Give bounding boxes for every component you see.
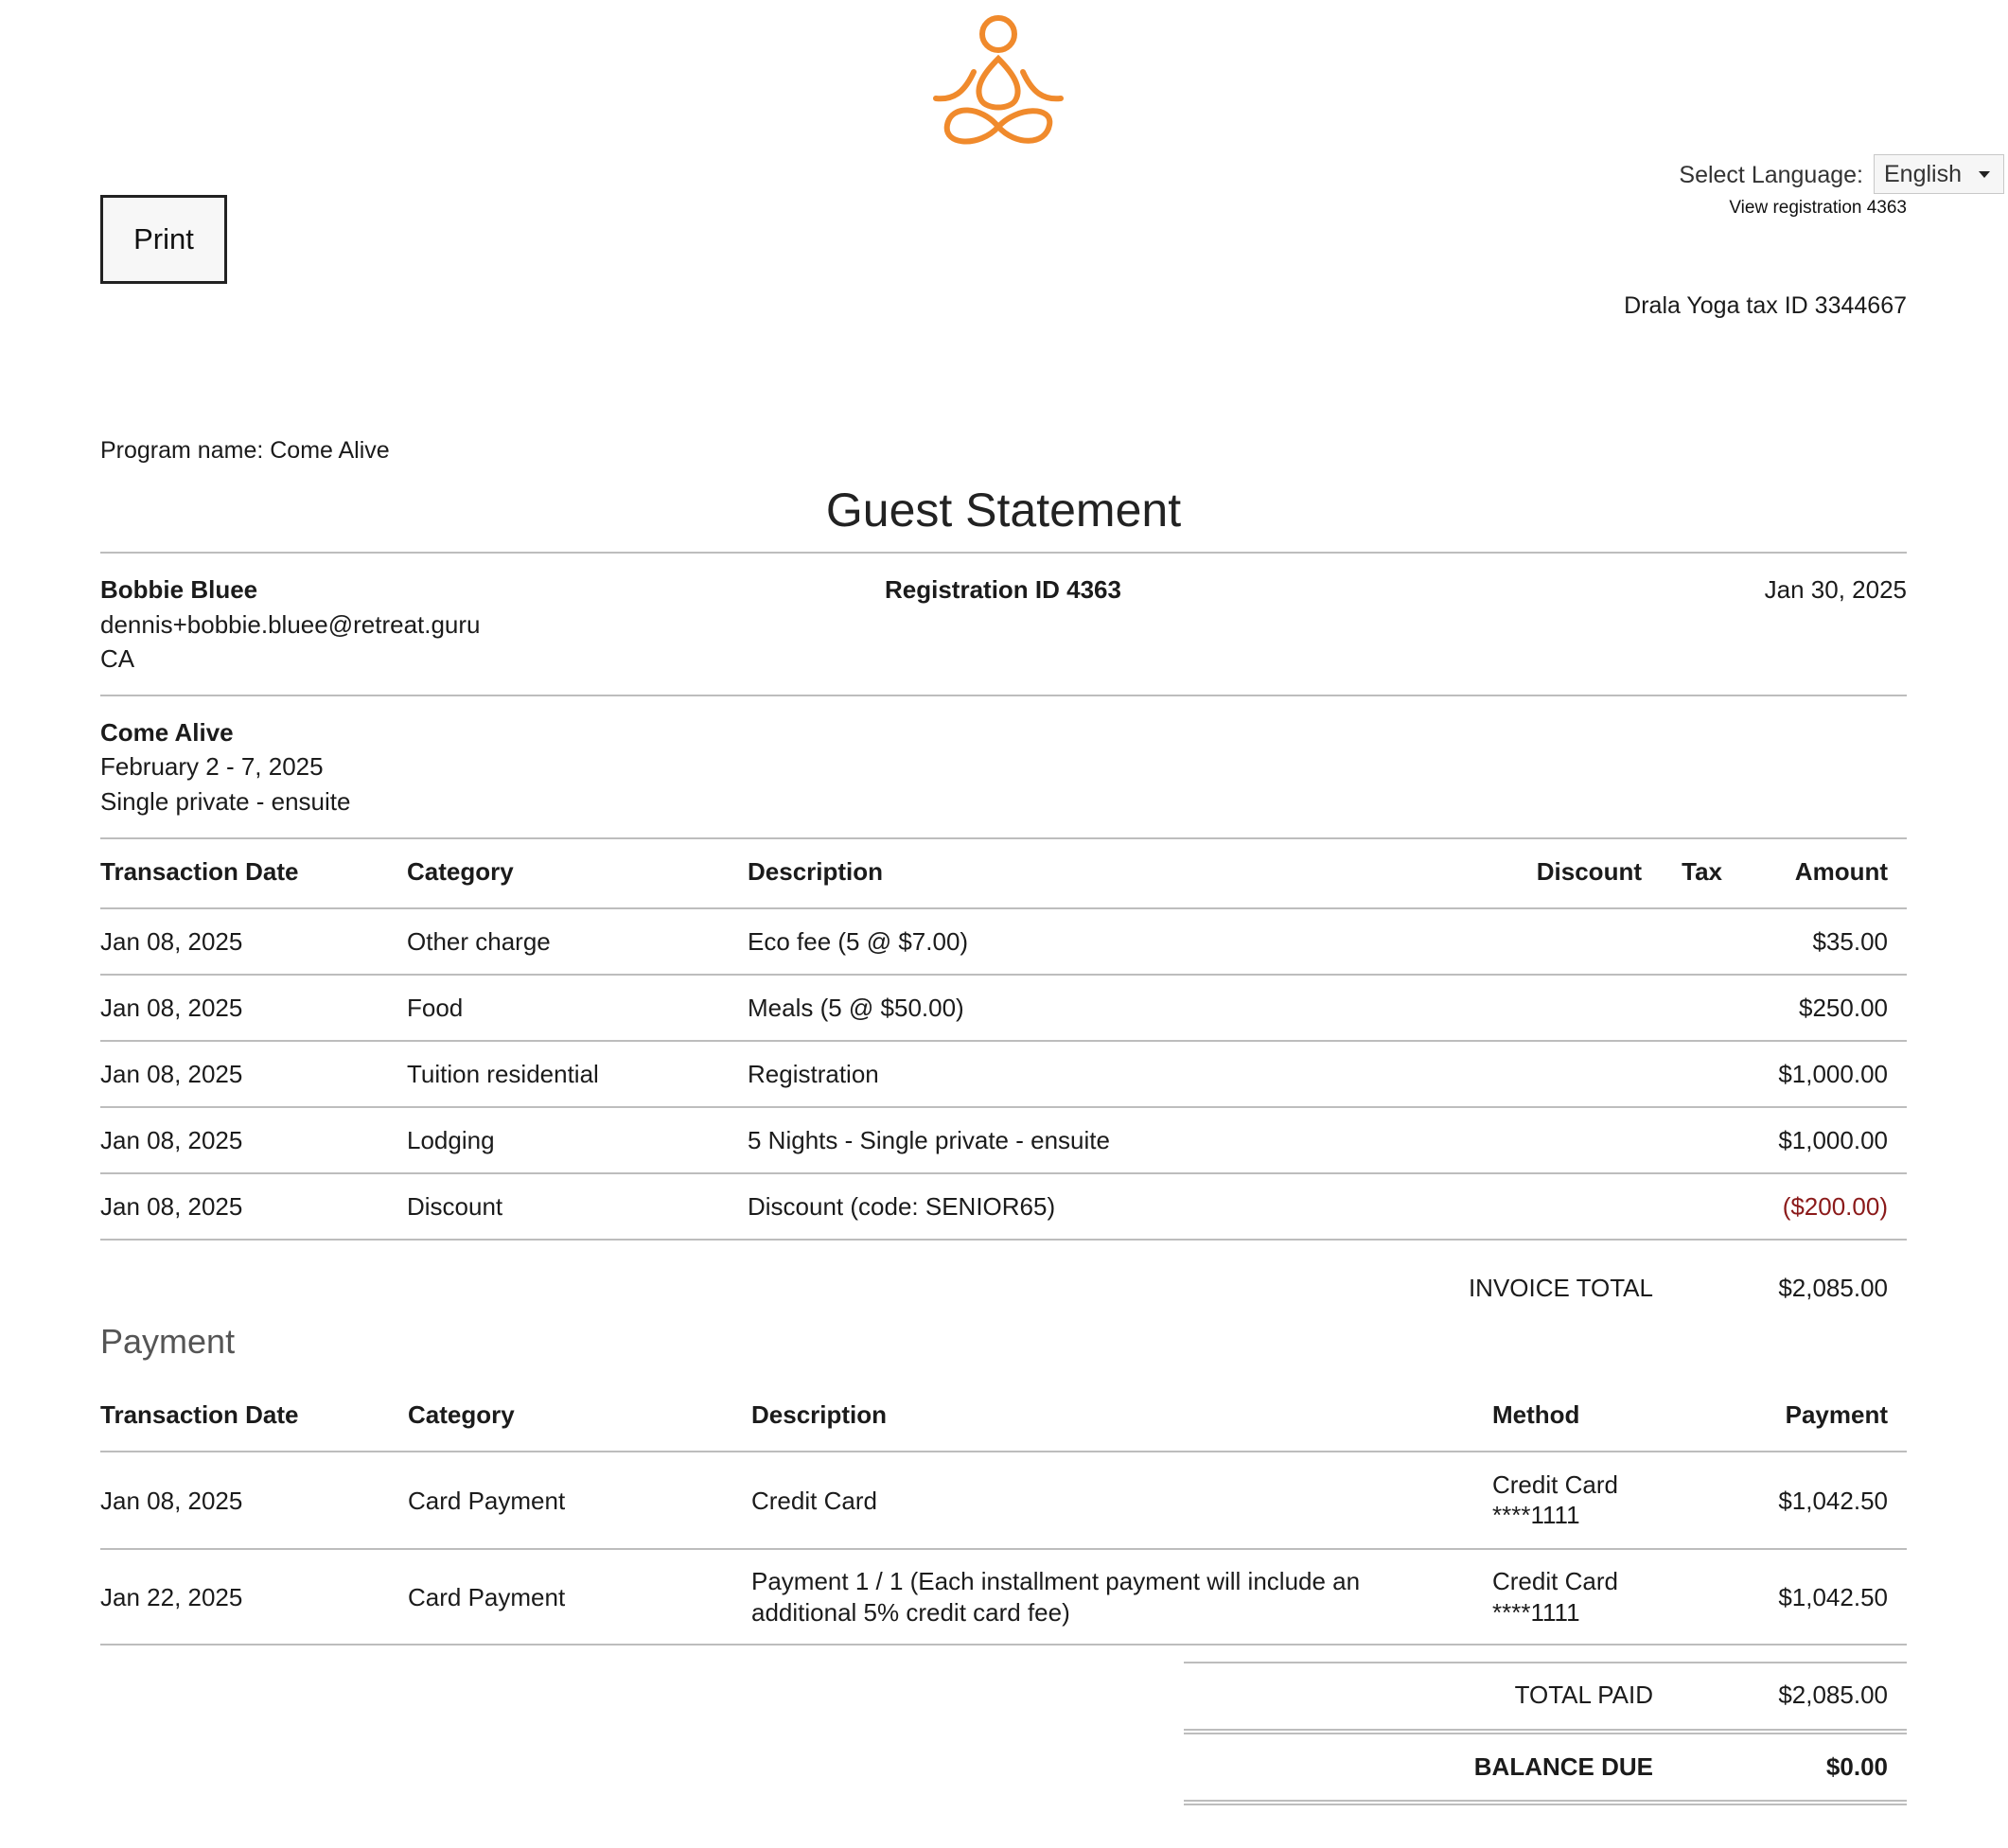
guest-email: dennis+bobbie.bluee@retreat.guru <box>100 610 481 639</box>
col-header-method: Method <box>1492 1400 1580 1429</box>
charge-description: 5 Nights - Single private - ensuite <box>748 1126 1110 1154</box>
payment-date: Jan 22, 2025 <box>100 1583 243 1611</box>
balance-due-label: BALANCE DUE <box>1473 1752 1653 1781</box>
row-divider <box>100 1239 1907 1241</box>
charge-amount: $250.00 <box>1799 994 1888 1022</box>
charge-category: Food <box>407 994 464 1022</box>
charge-date: Jan 08, 2025 <box>100 1126 243 1154</box>
charge-category: Discount <box>407 1192 503 1221</box>
charge-amount: $35.00 <box>1812 927 1888 956</box>
charge-date: Jan 08, 2025 <box>100 1192 243 1221</box>
charge-category: Lodging <box>407 1126 495 1154</box>
invoice-total-label: INVOICE TOTAL <box>1468 1274 1653 1302</box>
divider <box>100 907 1907 909</box>
language-select[interactable] <box>1874 154 2004 194</box>
charge-amount: $1,000.00 <box>1778 1126 1888 1154</box>
charge-description: Eco fee (5 @ $7.00) <box>748 927 969 956</box>
payment-amount: $1,042.50 <box>1778 1487 1888 1515</box>
col-header-payment: Payment <box>1785 1400 1888 1429</box>
payment-description: Payment 1 / 1 (Each installment payment will include an <box>751 1567 1361 1595</box>
language-label: Select Language: <box>1679 162 1863 188</box>
charge-category: Tuition residential <box>407 1060 599 1088</box>
payment-description: Credit Card <box>751 1487 877 1515</box>
row-divider <box>100 1106 1907 1108</box>
col-header-category: Category <box>407 857 514 886</box>
statement-date: Jan 30, 2025 <box>1764 575 1907 604</box>
col-header-description: Description <box>751 1400 888 1429</box>
chevron-down-icon <box>1979 171 1990 178</box>
payment-method: Credit Card <box>1492 1470 1618 1499</box>
charge-date: Jan 08, 2025 <box>100 994 243 1022</box>
payment-category: Card Payment <box>408 1583 566 1611</box>
total-paid-value: $2,085.00 <box>1778 1681 1888 1709</box>
guest-region: CA <box>100 644 135 673</box>
totals-divider <box>1184 1662 1907 1663</box>
payment-card-number: ****1111 <box>1492 1501 1580 1529</box>
divider <box>100 552 1907 554</box>
divider <box>100 1451 1907 1452</box>
page-title: Guest Statement <box>825 484 1182 537</box>
charge-amount-negative: ($200.00) <box>1782 1192 1888 1221</box>
col-header-date: Transaction Date <box>100 857 299 886</box>
program-room: Single private - ensuite <box>100 787 351 816</box>
program-title: Come Alive <box>100 718 234 747</box>
invoice-total-value: $2,085.00 <box>1778 1274 1888 1302</box>
row-divider <box>100 1644 1907 1646</box>
total-paid-label: TOTAL PAID <box>1514 1681 1653 1709</box>
row-divider <box>100 1548 1907 1550</box>
col-header-discount: Discount <box>1536 857 1642 886</box>
col-header-date: Transaction Date <box>100 1400 299 1429</box>
payment-card-number: ****1111 <box>1492 1598 1580 1627</box>
col-header-description: Description <box>748 857 884 886</box>
row-divider <box>100 1040 1907 1042</box>
program-dates: February 2 - 7, 2025 <box>100 752 324 781</box>
totals-divider <box>1184 1729 1907 1734</box>
charge-category: Other charge <box>407 927 551 956</box>
totals-divider <box>1184 1800 1907 1805</box>
payment-heading: Payment <box>100 1322 236 1361</box>
guest-name: Bobbie Bluee <box>100 575 258 604</box>
language-value: English <box>1884 161 1962 187</box>
view-registration-link[interactable]: View registration 4363 <box>1729 198 1907 218</box>
charge-description: Meals (5 @ $50.00) <box>748 994 964 1022</box>
payment-amount: $1,042.50 <box>1778 1583 1888 1611</box>
payment-description-cont: additional 5% credit card fee) <box>751 1598 1070 1627</box>
divider <box>100 837 1907 839</box>
tax-id: Drala Yoga tax ID 3344667 <box>1624 292 1907 319</box>
charge-description: Registration <box>748 1060 879 1088</box>
print-button[interactable]: Print <box>100 195 227 284</box>
col-header-amount: Amount <box>1794 857 1888 886</box>
program-name: Program name: Come Alive <box>100 437 390 464</box>
col-header-tax: Tax <box>1682 857 1722 886</box>
balance-due-value: $0.00 <box>1825 1752 1888 1781</box>
charge-date: Jan 08, 2025 <box>100 927 243 956</box>
registration-id: Registration ID 4363 <box>885 575 1121 604</box>
meditation-logo <box>932 13 1065 151</box>
charge-description: Discount (code: SENIOR65) <box>748 1192 1056 1221</box>
payment-date: Jan 08, 2025 <box>100 1487 243 1515</box>
col-header-category: Category <box>408 1400 515 1429</box>
charge-date: Jan 08, 2025 <box>100 1060 243 1088</box>
payment-method: Credit Card <box>1492 1567 1618 1595</box>
charge-amount: $1,000.00 <box>1778 1060 1888 1088</box>
divider <box>100 695 1907 696</box>
row-divider <box>100 1172 1907 1174</box>
payment-category: Card Payment <box>408 1487 566 1515</box>
row-divider <box>100 974 1907 976</box>
